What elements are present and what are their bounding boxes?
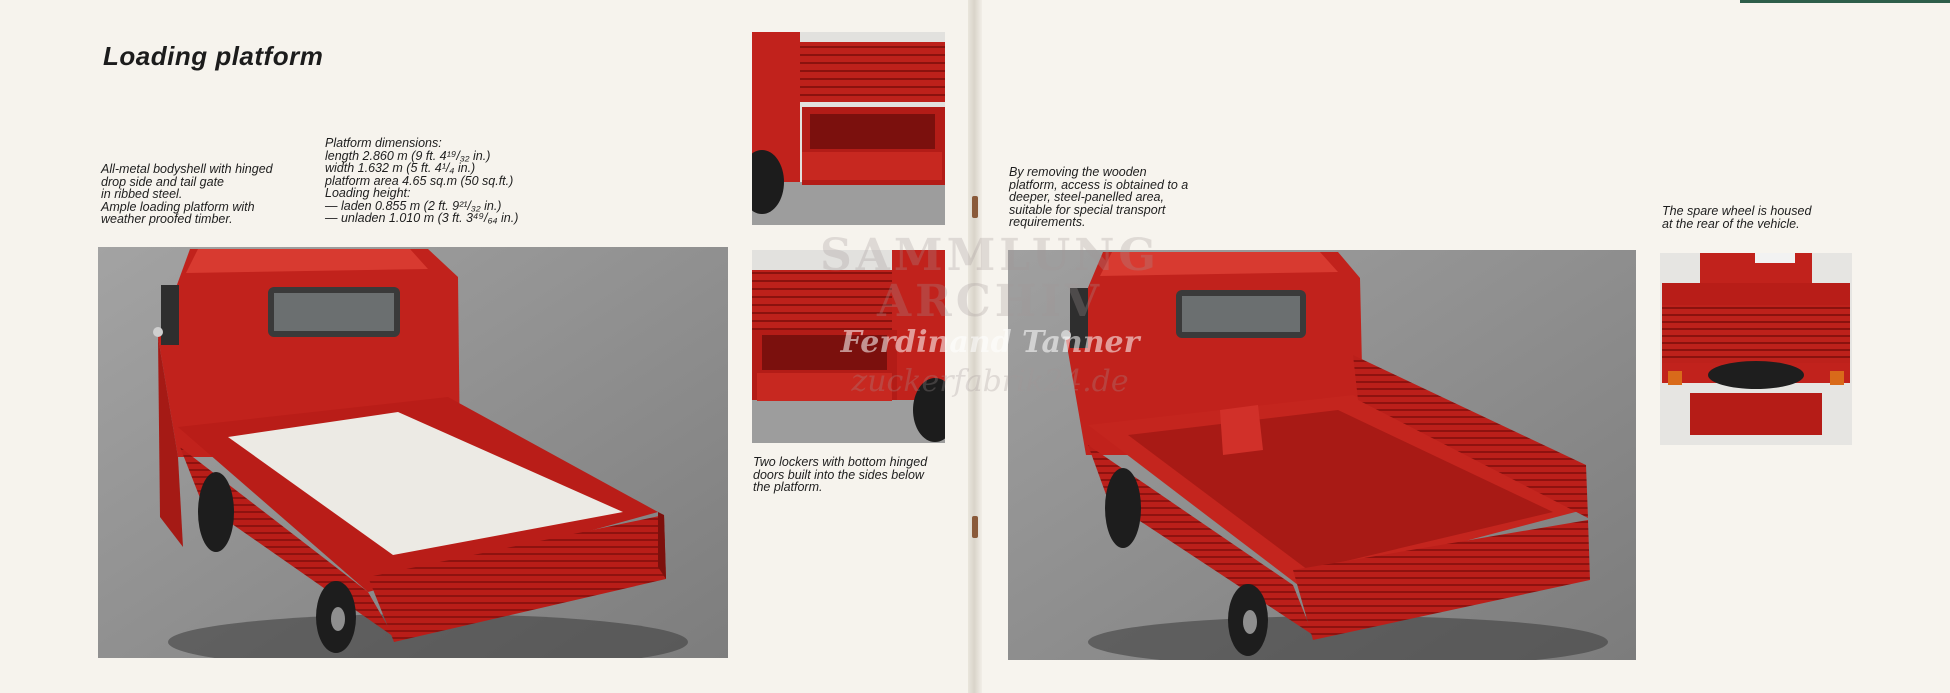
photo-spare-wheel [1660, 253, 1852, 445]
caption-line: Ample loading platform with [101, 199, 255, 214]
cover-edge [1740, 0, 1950, 3]
caption-line: width 1.632 m (5 ft. 4¹/₄ in.) [325, 161, 476, 175]
photo-locker-front [752, 32, 945, 225]
caption-line: By removing the wooden [1009, 165, 1147, 179]
caption-line: Platform dimensions: [325, 136, 442, 150]
caption-line: suitable for special transport [1009, 202, 1166, 217]
caption-line: Loading height: [325, 186, 411, 200]
caption-line: platform area 4.65 sq.m (50 sq.ft.) [325, 173, 514, 188]
caption-line: deeper, steel-panelled area, [1009, 190, 1164, 204]
page-fold [968, 0, 982, 693]
caption-spare-wheel [1662, 205, 1811, 230]
caption-line: the platform. [753, 480, 823, 494]
page-title: Loading platform [103, 41, 324, 72]
caption-line: Two lockers with bottom hinged [753, 455, 928, 469]
caption-dimensions [325, 137, 518, 225]
caption-line: weather proofed timber. [101, 212, 233, 226]
caption-line: platform, access is obtained to a [1009, 177, 1189, 192]
watermark-line: ARCHIV [876, 276, 1104, 327]
watermark-line: Ferdinand Tanner [840, 325, 1140, 360]
watermark-line: zuckerfabrik24.de [851, 364, 1129, 399]
photo-truck-without-wooden-platform [1008, 250, 1636, 660]
caption-line: The spare wheel is housed [1662, 204, 1812, 218]
caption-line: at the rear of the vehicle. [1662, 216, 1800, 231]
caption-line: doors built into the sides below [753, 467, 924, 482]
caption-lockers [753, 456, 927, 494]
staple-top [972, 196, 978, 218]
staple-bottom [972, 516, 978, 538]
caption-line: in ribbed steel. [101, 187, 183, 201]
photo-truck-with-wooden-platform [98, 247, 728, 658]
caption-line: — laden 0.855 m (2 ft. 9²¹/₃₂ in.) [325, 198, 502, 213]
caption-line: drop side and tail gate [101, 174, 225, 189]
caption-line: requirements. [1009, 215, 1086, 229]
caption-bodyshell [101, 163, 273, 226]
watermark-line: SAMMLUNG [819, 230, 1161, 281]
caption-line: length 2.860 m (9 ft. 4¹⁹/₃₂ in.) [325, 148, 491, 163]
caption-line: All-metal bodyshell with hinged [101, 162, 273, 176]
caption-wooden-platform [1009, 166, 1188, 229]
photo-locker-rear [752, 250, 945, 443]
caption-line: — unladen 1.010 m (3 ft. 3⁴⁹/₆₄ in.) [325, 211, 519, 225]
